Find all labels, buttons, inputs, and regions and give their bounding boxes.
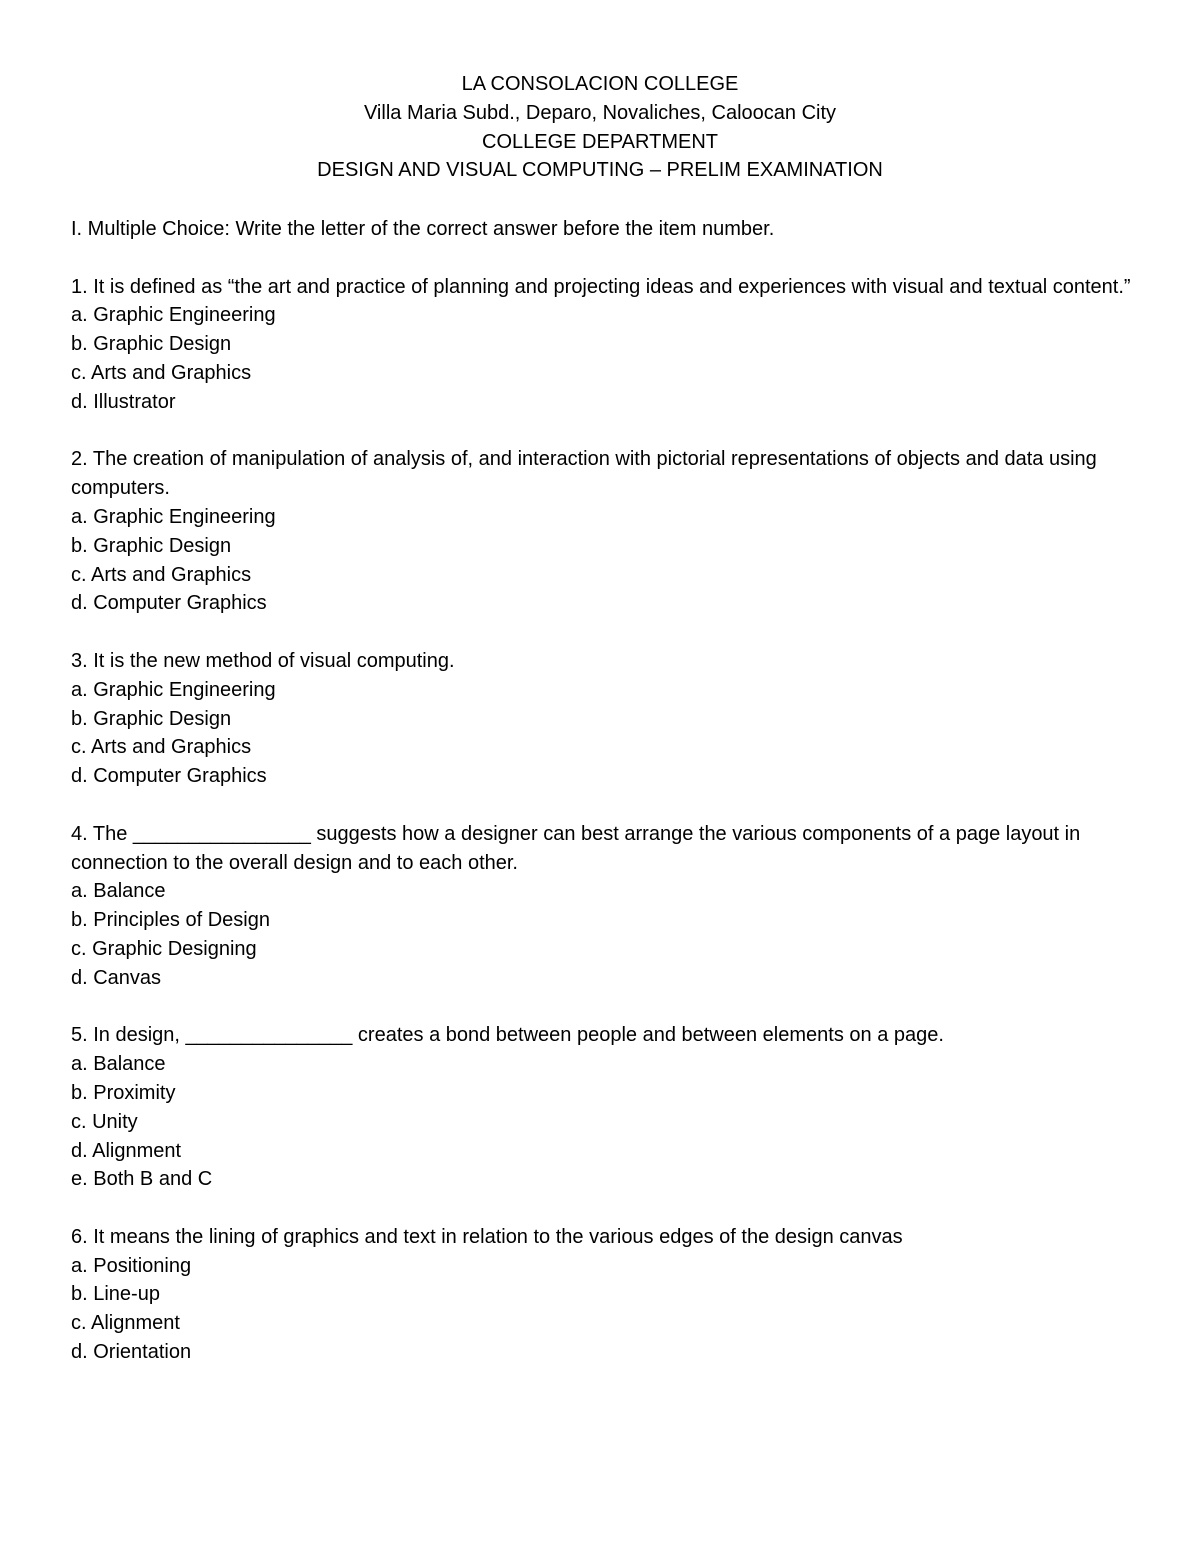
school-address: Villa Maria Subd., Deparo, Novaliches, Caloocan City (363, 101, 837, 124)
choice-d: d. Computer Graphics (71, 765, 267, 788)
exam-header (0, 70, 1200, 185)
choice-d: d. Orientation (71, 1341, 192, 1364)
question-stem: 4. The ________________ suggests how a designer can best arrange the various components of a page layout in connection to the overall design and to each other. (71, 822, 1081, 874)
choice-c: c. Unity (71, 1110, 138, 1133)
exam-body (71, 215, 1141, 1396)
question-5 (71, 1021, 1141, 1194)
choice-d: d. Computer Graphics (71, 592, 267, 615)
question-2 (71, 445, 1141, 618)
question-stem: 3. It is the new method of visual computing. (71, 649, 455, 672)
choice-a: a. Balance (71, 1053, 166, 1076)
choice-c: c. Arts and Graphics (71, 361, 252, 384)
choice-b: b. Graphic Design (71, 707, 232, 730)
choice-d: d. Alignment (71, 1139, 182, 1162)
school-name: LA CONSOLACION COLLEGE (461, 73, 739, 95)
question-stem: 6. It means the lining of graphics and text in relation to the various edges of the design canvas (71, 1225, 903, 1248)
question-3 (71, 647, 1141, 791)
question-stem: 5. In design, _______________ creates a bond between people and between elements on a page. (71, 1024, 944, 1047)
choice-a: a. Graphic Engineering (71, 304, 276, 327)
choice-c: c. Graphic Designing (71, 937, 257, 960)
question-1 (71, 273, 1141, 417)
section-instruction: I. Multiple Choice: Write the letter of the correct answer before the item number. (71, 218, 775, 240)
question-4 (71, 820, 1141, 993)
choice-d: d. Illustrator (71, 390, 176, 413)
choice-c: c. Arts and Graphics (71, 563, 252, 586)
choice-b: b. Graphic Design (71, 534, 232, 557)
choice-b: b. Principles of Design (71, 909, 270, 932)
exam-title: DESIGN AND VISUAL COMPUTING – PRELIM EXAMINATION (317, 159, 883, 182)
choice-a: a. Positioning (71, 1254, 192, 1277)
choice-b: b. Graphic Design (71, 333, 232, 356)
choice-b: b. Proximity (71, 1081, 176, 1104)
question-stem: 1. It is defined as “the art and practice of planning and projecting ideas and experiences with visual and textual content.” (71, 275, 1131, 298)
choice-c: c. Arts and Graphics (71, 736, 252, 759)
choice-a: a. Balance (71, 880, 166, 903)
question-6 (71, 1223, 1141, 1367)
choice-e: e. Both B and C (71, 1168, 213, 1191)
choice-c: c. Alignment (71, 1312, 180, 1335)
department-name: COLLEGE DEPARTMENT (482, 130, 718, 153)
choice-a: a. Graphic Engineering (71, 505, 276, 528)
choice-b: b. Line-up (71, 1283, 160, 1306)
choice-d: d. Canvas (71, 966, 162, 989)
choice-a: a. Graphic Engineering (71, 678, 276, 701)
question-stem: 2. The creation of manipulation of analysis of, and interaction with pictorial representations of objects and data using computers. (71, 448, 1097, 500)
